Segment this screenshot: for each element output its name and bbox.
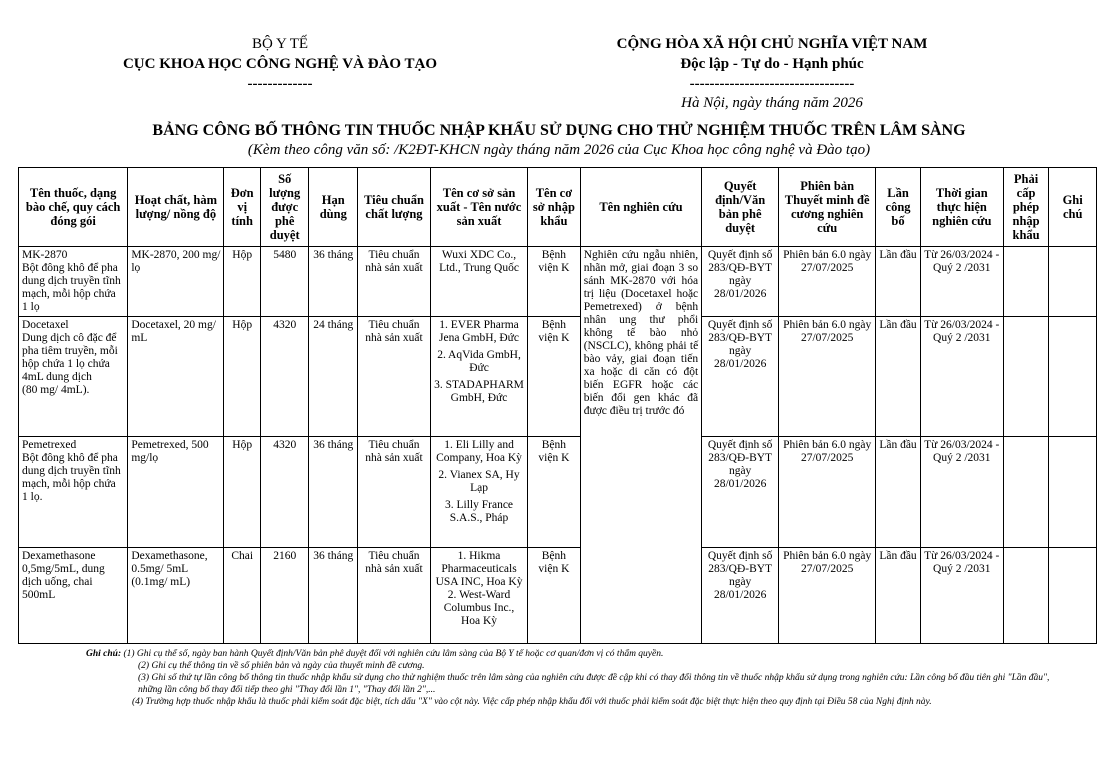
decision-cell: Quyết định số 283/QĐ-BYT ngày 28/01/2026 xyxy=(702,437,779,548)
manufacturer-cell xyxy=(430,548,527,644)
national-heading xyxy=(572,34,972,94)
note-cell xyxy=(1049,548,1097,644)
period-cell: Từ 26/03/2024 - Quý 2 /2031 xyxy=(920,437,1003,548)
quantity-cell: 5480 xyxy=(260,247,309,317)
unit-cell: Hộp xyxy=(224,247,260,317)
version-cell: Phiên bản 6.0 ngày 27/07/2025 xyxy=(779,548,876,644)
manufacturer-item: 2. Vianex SA, Hy Lạp xyxy=(438,469,520,494)
quantity-cell: 2160 xyxy=(260,548,309,644)
active-cell: MK-2870, 200 mg/ lọ xyxy=(128,247,224,317)
standard-cell: Tiêu chuẩn nhà sản xuất xyxy=(358,437,431,548)
col-header: Lần công bố xyxy=(876,168,921,247)
decision-cell: Quyết định số 283/QĐ-BYT ngày 28/01/2026 xyxy=(702,247,779,317)
drug-form: Dung dịch cô đặc để pha tiêm truyền, mỗi hộp chứa 1 lọ chứa 4mL dung dịch xyxy=(22,332,118,383)
manufacturer-cell xyxy=(430,437,527,548)
standard-cell: Tiêu chuẩn nhà sản xuất xyxy=(358,548,431,644)
col-header: Tên thuốc, dạng bào chế, quy cách đóng gói xyxy=(19,168,128,247)
importer-cell: Bệnh viện K xyxy=(528,548,581,644)
footnotes xyxy=(86,648,1066,708)
drug-cell xyxy=(19,437,128,548)
drug-form: Bột đông khô để pha dung dịch truyền tĩnh mạch, mỗi hộp chứa 1 lọ. xyxy=(22,452,121,503)
drug-cell xyxy=(19,317,128,437)
country-name: CỘNG HÒA XÃ HỘI CHỦ NGHĨA VIỆT NAM xyxy=(616,36,928,52)
footnote-text: (1) Ghi cụ thể số, ngày ban hành Quyết định/Văn bản phê duyệt đối với nghiên cứu lâm sàng của Bộ Y tế hoặc cơ quan/đơn vị có thẩm quyền. xyxy=(123,649,664,659)
footnote-2: (2) Ghi cụ thể thông tin về số phiên bản và ngày của thuyết minh đề cương. xyxy=(138,661,425,671)
manufacturer-item: 1. EVER Pharma Jena GmbH, Đức xyxy=(439,319,520,344)
drug-name: Docetaxel xyxy=(22,319,69,331)
unit-cell: Chai xyxy=(224,548,260,644)
manufacturer-item: 3. STADAPHARM GmbH, Đức xyxy=(434,379,524,404)
col-header: Đơn vị tính xyxy=(224,168,260,247)
right-divider: --------------------------------- xyxy=(689,76,855,92)
issuer-block xyxy=(80,34,480,94)
ministry-name: BỘ Y TẾ xyxy=(251,36,309,52)
drug-name: MK-2870 xyxy=(22,249,68,261)
col-header: Ghi chú xyxy=(1049,168,1097,247)
document-title: BẢNG CÔNG BỐ THÔNG TIN THUỐC NHẬP KHẨU SỬ DỤNG CHO THỬ NGHIỆM THUỐC TRÊN LÂM SÀNG xyxy=(152,122,966,139)
unit-cell: Hộp xyxy=(224,437,260,548)
department-name: CỤC KHOA HỌC CÔNG NGHỆ VÀ ĐÀO TẠO xyxy=(122,56,438,72)
standard-cell: Tiêu chuẩn nhà sản xuất xyxy=(358,317,431,437)
expiry-cell: 36 tháng xyxy=(309,247,358,317)
col-header: Số lượng được phê duyệt xyxy=(260,168,309,247)
drug-cell xyxy=(19,548,128,644)
expiry-cell: 24 tháng xyxy=(309,317,358,437)
importer-cell: Bệnh viện K xyxy=(528,247,581,317)
period-cell: Từ 26/03/2024 - Quý 2 /2031 xyxy=(920,548,1003,644)
license-cell xyxy=(1003,437,1049,548)
footnote-label: Ghi chú: xyxy=(86,649,122,659)
table-row xyxy=(19,247,1097,317)
col-header: Tên nghiên cứu xyxy=(580,168,701,247)
period-cell: Từ 26/03/2024 - Quý 2 /2031 xyxy=(920,317,1003,437)
footnote-4: (4) Trường hợp thuốc nhập khẩu là thuốc phải kiểm soát đặc biệt, tích dấu "X" vào cột này. Việc cấp phép nhập khẩu đối với thuốc phải kiểm soát đặc biệt thực hiện theo quy định tại Điều 58 của Nghị định này. xyxy=(132,697,932,707)
manufacturer-item: 1. Eli Lilly and Company, Hoa Kỳ xyxy=(436,439,522,464)
drug-name: Dexamethasone 0,5mg/5mL, dung dịch uống, chai 500mL xyxy=(22,550,105,601)
drug-cell xyxy=(19,247,128,317)
importer-cell: Bệnh viện K xyxy=(528,317,581,437)
license-cell xyxy=(1003,247,1049,317)
manufacturer-item: Wuxi XDC Co., Ltd., Trung Quốc xyxy=(439,249,519,274)
announce-cell: Lần đầu xyxy=(876,247,921,317)
left-divider: ------------- xyxy=(247,76,313,92)
expiry-cell: 36 tháng xyxy=(309,437,358,548)
quantity-cell: 4320 xyxy=(260,437,309,548)
col-header: Quyết định/Văn bản phê duyệt xyxy=(702,168,779,247)
col-header: Phiên bản Thuyết minh đề cương nghiên cứu xyxy=(779,168,876,247)
note-cell xyxy=(1049,317,1097,437)
drug-strength: (80 mg/ 4mL). xyxy=(22,384,90,396)
license-cell xyxy=(1003,317,1049,437)
active-cell: Dexamethasone, 0.5mg/ 5mL (0.1mg/ mL) xyxy=(128,548,224,644)
announce-cell: Lần đầu xyxy=(876,317,921,437)
drug-name: Pemetrexed xyxy=(22,439,77,451)
announce-cell: Lần đầu xyxy=(876,548,921,644)
col-header: Tên cơ sở sản xuất - Tên nước sản xuất xyxy=(430,168,527,247)
manufacturer-item: 2. AqVida GmbH, Đức xyxy=(437,349,521,374)
manufacturer-cell xyxy=(430,247,527,317)
manufacturer-item: 1. Hikma Pharmaceuticals USA INC, Hoa Kỳ xyxy=(435,550,523,588)
quantity-cell: 4320 xyxy=(260,317,309,437)
decision-cell: Quyết định số 283/QĐ-BYT ngày 28/01/2026 xyxy=(702,548,779,644)
version-cell: Phiên bản 6.0 ngày 27/07/2025 xyxy=(779,437,876,548)
col-header: Phải cấp phép nhập khẩu xyxy=(1003,168,1049,247)
document-subtitle: (Kèm theo công văn số: /K2ĐT-KHCN ngày tháng năm 2026 của Cục Khoa học công nghệ và Đào tạo) xyxy=(247,142,871,158)
license-cell xyxy=(1003,548,1049,644)
drug-form: Bột đông khô để pha dung dịch truyền tĩnh mạch, mỗi hộp chứa 1 lọ xyxy=(22,262,121,313)
standard-cell: Tiêu chuẩn nhà sản xuất xyxy=(358,247,431,317)
col-header: Hạn dùng xyxy=(309,168,358,247)
period-cell: Từ 26/03/2024 - Quý 2 /2031 xyxy=(920,247,1003,317)
footnote-1 xyxy=(86,648,1066,660)
col-header: Thời gian thực hiện nghiên cứu xyxy=(920,168,1003,247)
study-name-cell: Nghiên cứu ngẫu nhiên, nhãn mở, giai đoạn 3 so sánh MK-2870 với hóa trị liệu (Docetaxel hoặc Pemetrexed) ở bệnh nhân ung thư phổi không tế bào nhỏ (NSCLC), không phải tế bào vảy, giai đoạn tiến xa hoặc di căn có đột biến EGFR hoặc các biến đổi gen khác đã được điều trị trước đó xyxy=(580,247,701,644)
version-cell: Phiên bản 6.0 ngày 27/07/2025 xyxy=(779,247,876,317)
col-header: Hoạt chất, hàm lượng/ nồng độ xyxy=(128,168,224,247)
manufacturer-item: 2. West-Ward Columbus Inc., Hoa Kỳ xyxy=(443,589,515,627)
note-cell xyxy=(1049,247,1097,317)
version-cell: Phiên bản 6.0 ngày 27/07/2025 xyxy=(779,317,876,437)
decision-cell: Quyết định số 283/QĐ-BYT ngày 28/01/2026 xyxy=(702,317,779,437)
table-row xyxy=(19,437,1097,548)
announce-cell: Lần đầu xyxy=(876,437,921,548)
active-cell: Pemetrexed, 500 mg/lọ xyxy=(128,437,224,548)
footnote-3: (3) Ghi số thứ tự lần công bố thông tin thuốc nhập khẩu sử dụng cho thử nghiệm thuốc trên lâm sàng của nghiên cứu được đề cập khi có thay đổi thông tin về thuốc nhập khẩu sử dụng trong nghiên cứu: Lần công bố đầu tiên ghi "Lần đầu", những lần công bố thay đổi tiếp theo ghi "Thay đổi lần 1", "Thay đổi lần 2",... xyxy=(138,673,1050,695)
table-header-row xyxy=(19,168,1097,247)
col-header: Tiêu chuẩn chất lượng xyxy=(358,168,431,247)
expiry-cell: 36 tháng xyxy=(309,548,358,644)
drug-info-table xyxy=(18,167,1097,644)
table-row xyxy=(19,548,1097,644)
manufacturer-cell xyxy=(430,317,527,437)
date-line: Hà Nội, ngày tháng năm 2026 xyxy=(681,95,863,111)
manufacturer-item: 3. Lilly France S.A.S., Pháp xyxy=(445,499,514,524)
active-cell: Docetaxel, 20 mg/ mL xyxy=(128,317,224,437)
table-row xyxy=(19,317,1097,437)
unit-cell: Hộp xyxy=(224,317,260,437)
importer-cell: Bệnh viện K xyxy=(528,437,581,548)
note-cell xyxy=(1049,437,1097,548)
col-header: Tên cơ sở nhập khẩu xyxy=(528,168,581,247)
motto: Độc lập - Tự do - Hạnh phúc xyxy=(680,56,864,72)
